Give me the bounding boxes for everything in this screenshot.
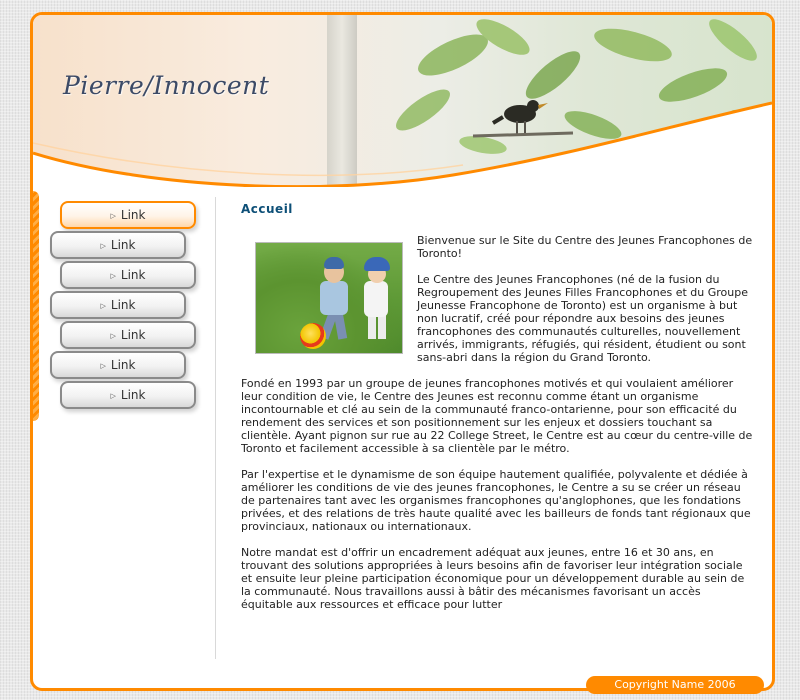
nav-link-label: Link	[110, 238, 136, 252]
arrow-right-icon: ▷	[110, 212, 116, 220]
main-content	[241, 203, 755, 663]
children-soccer-photo	[255, 242, 403, 354]
body-paragraph: Fondé en 1993 par un groupe de jeunes francophones motivés et qui voulaient améliorer leur condition de vie, le Centre des Jeunes est reconnu comme étant un organisme incontournable et clé au sein de la communauté franco-ontarienne, pour son efficacité du rendement des services et son positionnement sur les enjeux et dossiers touchant sa clientèle. Ayant pignon sur rue au 22 College Street, le Centre est au cœur du centre-ville de Toronto et facilement accessible à sa clientèle par le métro.	[241, 377, 753, 455]
nav-link-label: Link	[120, 208, 146, 222]
body-paragraph: Par l'expertise et le dynamisme de son équipe hautement qualifiée, polyvalente et dédiée à améliorer les conditions de vie des jeunes francophones, le Centre a su se créer un réseau de partenaires tant avec les organismes francophones qu'anglophones, que les fondations privées, et des relations de très haute qualité avec les bailleurs de fonds tant régionaux que provinciaux, nationaux ou internationaux.	[241, 468, 751, 533]
nav-link-6[interactable]	[50, 351, 186, 379]
site-logo[interactable]: Pierre/Innocent	[63, 71, 270, 100]
nav-link-label: Link	[120, 328, 146, 342]
body-paragraph: Notre mandat est d'offrir un encadrement adéquat aux jeunes, entre 16 et 30 ans, en trouvant des solutions appropriées à leurs besoins afin de favoriser leur intégration sociale et ensuite leur pleine participation économique pour un développement durable au sein de la communauté. Nous travaillons aussi à bâtir des mécanismes favorisant un accès équitable aux ressources et efficace pour lutter	[241, 546, 745, 611]
arrow-right-icon: ▷	[110, 272, 116, 280]
arrow-right-icon: ▷	[110, 392, 116, 400]
nav-link-label: Link	[120, 268, 146, 282]
bird-image	[473, 100, 573, 136]
page-frame	[30, 12, 775, 691]
page-title: Accueil	[241, 203, 293, 216]
body-paragraph: Le Centre des Jeunes Francophones (né de la fusion du Regroupement des Jeunes Filles Francophones et du Groupe Jeunesse Francophone de Toronto) est un organisme à but non lucratif, créé pour répondre aux besoins des jeunes francophones des communautés culturelles, nouvellement arrivés, immigrants, réfugiés, qui résident, étudient ou sont sans-abri dans la région du Grand Toronto.	[417, 273, 748, 364]
nav-link-1[interactable]	[60, 201, 196, 229]
arrow-right-icon: ▷	[100, 302, 106, 310]
nav-link-3[interactable]	[60, 261, 196, 289]
header-foliage-graphic	[33, 15, 772, 187]
nav-link-2[interactable]	[50, 231, 186, 259]
copyright-footer: Copyright Name 2006	[586, 676, 764, 694]
nav-link-4[interactable]	[50, 291, 186, 319]
nav-link-label: Link	[110, 358, 136, 372]
intro-paragraph: Bienvenue sur le Site du Centre des Jeunes Francophones de Toronto!	[417, 234, 753, 260]
nav-link-7[interactable]	[60, 381, 196, 409]
arrow-right-icon: ▷	[110, 332, 116, 340]
nav-link-5[interactable]	[60, 321, 196, 349]
arrow-right-icon: ▷	[100, 362, 106, 370]
content-divider	[215, 197, 216, 659]
arrow-right-icon: ▷	[100, 242, 106, 250]
sidebar-accent-stripe	[30, 191, 39, 421]
nav-link-label: Link	[120, 388, 146, 402]
header-banner	[33, 15, 772, 187]
nav-link-label: Link	[110, 298, 136, 312]
